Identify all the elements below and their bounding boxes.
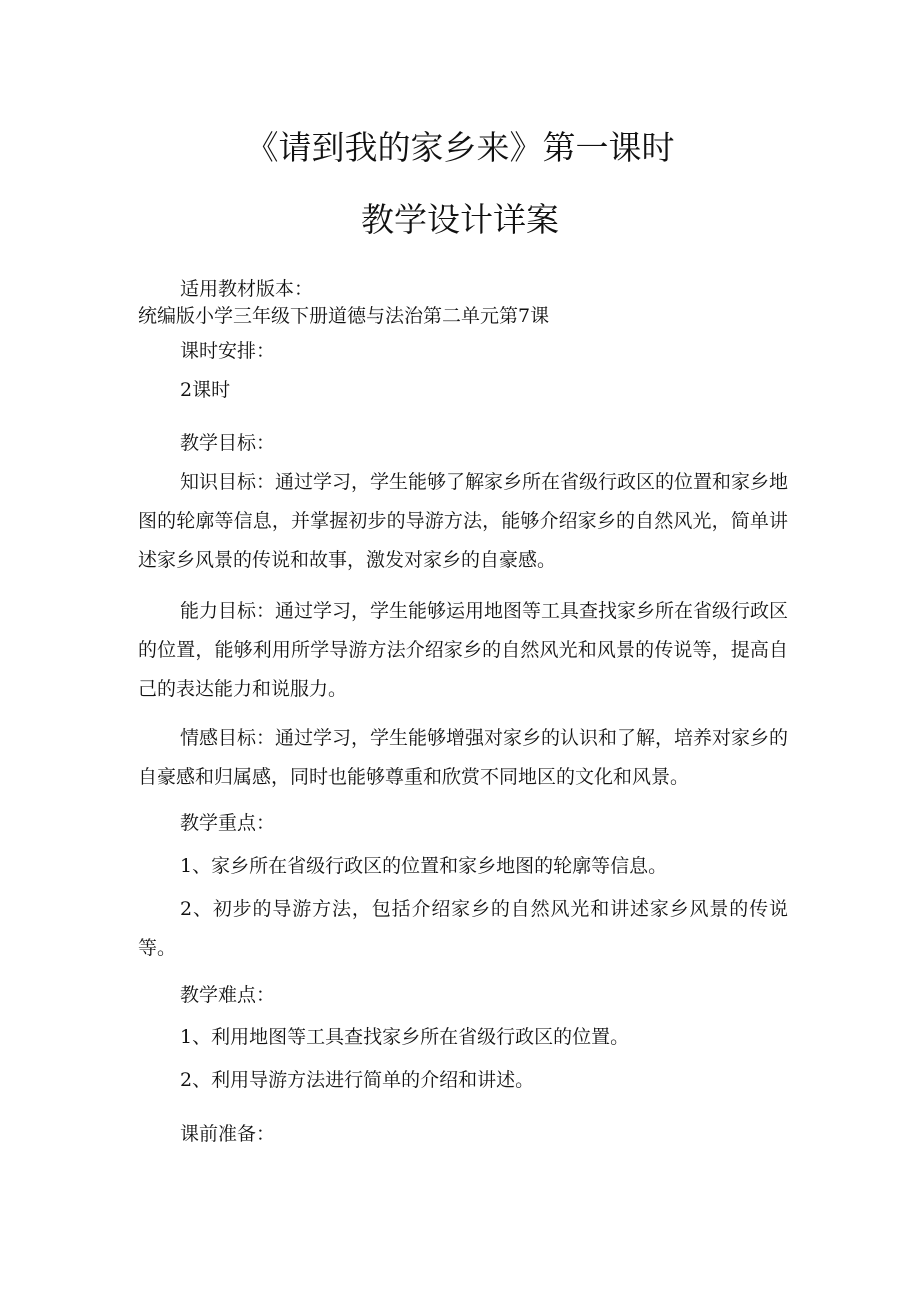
- schedule-value: 2课时: [180, 379, 231, 401]
- schedule-label: 课时安排：: [180, 340, 276, 362]
- difficulties-label: 教学难点：: [180, 984, 276, 1006]
- document-title-line-2: 教学设计详案: [361, 200, 559, 239]
- preparation-label: 课前准备：: [180, 1123, 276, 1145]
- objectives-label: 教学目标：: [180, 432, 276, 454]
- key-points-label: 教学重点：: [180, 812, 276, 834]
- difficulty-1: 1、利用地图等工具查找家乡所在省级行政区的位置。: [180, 1026, 630, 1048]
- knowledge-goal-paragraph: 知识目标：通过学习，学生能够了解家乡所在省级行政区的位置和家乡地图的轮廓等信息，并掌握初步的导游方法，能够介绍家乡的自然风光，简单讲述家乡风景的传说和故事，激发对家乡的自豪感。: [138, 471, 789, 571]
- emotion-goal-paragraph: 情感目标：通过学习，学生能够增强对家乡的认识和了解，培养对家乡的自豪感和归属感，同时也能够尊重和欣赏不同地区的文化和风景。: [138, 727, 789, 788]
- ability-goal-paragraph: 能力目标：通过学习，学生能够运用地图等工具查找家乡所在省级行政区的位置，能够利用所学导游方法介绍家乡的自然风光和风景的传说等，提高自己的表达能力和说服力。: [138, 600, 789, 700]
- difficulty-2: 2、利用导游方法进行简单的介绍和讲述。: [180, 1069, 535, 1091]
- document-title-line-1: 《请到我的家乡来》第一课时: [245, 128, 675, 167]
- key-point-2: 2、初步的导游方法，包括介绍家乡的自然风光和讲述家乡风景的传说等。: [138, 898, 788, 959]
- textbook-value: 统编版小学三年级下册道德与法治第二单元第7课: [138, 305, 550, 327]
- key-point-1: 1、家乡所在省级行政区的位置和家乡地图的轮廓等信息。: [180, 855, 668, 877]
- textbook-label: 适用教材版本：: [180, 278, 314, 300]
